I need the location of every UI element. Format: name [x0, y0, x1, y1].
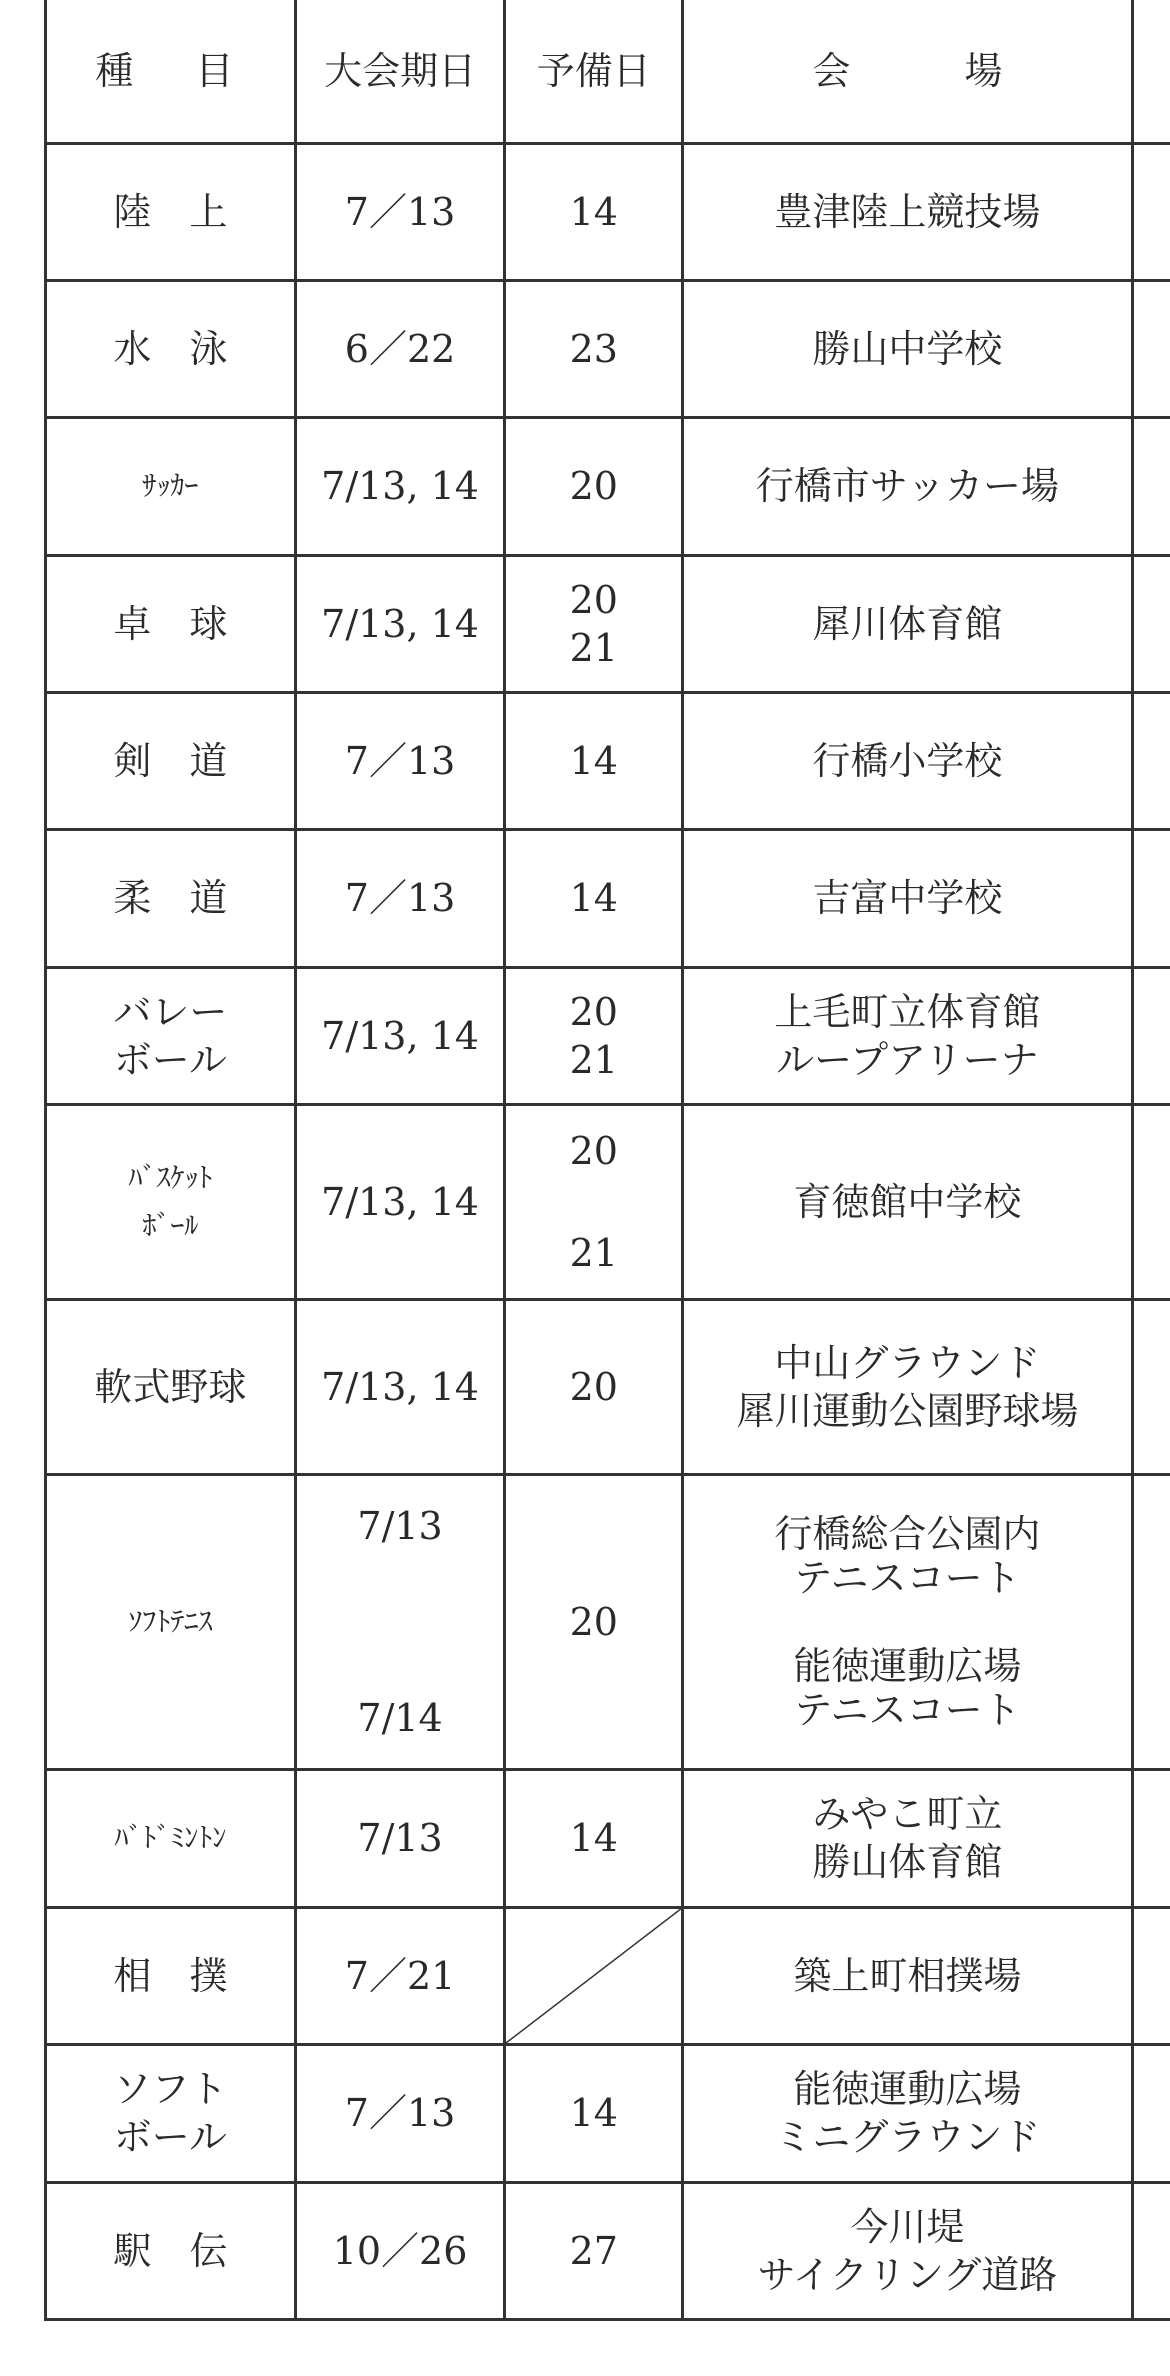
event-cell: 駅 伝 — [46, 2182, 296, 2319]
date-cell: 7／21 — [295, 1907, 505, 2044]
reserve-cell: 14 — [505, 2044, 683, 2182]
table-row — [46, 2044, 1170, 2182]
table-row — [46, 280, 1170, 417]
header-row — [46, 0, 1170, 143]
reserve-cell: 14 — [505, 692, 683, 829]
cutoff-cell — [1132, 1769, 1170, 1907]
cutoff-cell — [1132, 417, 1170, 555]
table-row — [46, 829, 1170, 967]
venue-cell: 中山グラウンド 犀川運動公園野球場 — [683, 1299, 1132, 1474]
venue-cell: 育徳館中学校 — [683, 1104, 1132, 1299]
date-cell: 7／13 — [295, 829, 505, 967]
date-cell: 7/13, 14 — [295, 1104, 505, 1299]
table-row — [46, 1907, 1170, 2044]
header-reserve: 予備日 — [505, 0, 683, 143]
event-cell: 軟式野球 — [46, 1299, 296, 1474]
reserve-cell: 20 — [505, 417, 683, 555]
schedule-table — [44, 0, 1170, 2321]
venue-cell: 行橋小学校 — [683, 692, 1132, 829]
cutoff-cell — [1132, 143, 1170, 280]
reserve-second: 21 — [569, 1230, 618, 1275]
venue-cell: 勝山中学校 — [683, 280, 1132, 417]
reserve-cell: 20 21 — [505, 967, 683, 1104]
reserve-cell — [505, 1104, 683, 1299]
cutoff-cell — [1132, 2182, 1170, 2319]
event-cell: 相 撲 — [46, 1907, 296, 2044]
event-cell: ソフト ボール — [46, 2044, 296, 2182]
cutoff-cell — [1132, 1299, 1170, 1474]
event-cell: バレー ボール — [46, 967, 296, 1104]
table-row — [46, 417, 1170, 555]
cutoff-cell — [1132, 692, 1170, 829]
table-row — [46, 143, 1170, 280]
cutoff-cell — [1132, 1104, 1170, 1299]
reserve-cell-none — [505, 1907, 683, 2044]
venue-cell: 吉富中学校 — [683, 829, 1132, 967]
event-cell: ｻｯｶｰ — [46, 417, 296, 555]
reserve-cell: 27 — [505, 2182, 683, 2319]
reserve-cell: 14 — [505, 829, 683, 967]
event-cell: 陸 上 — [46, 143, 296, 280]
table-row — [46, 1769, 1170, 1907]
cutoff-cell — [1132, 1474, 1170, 1769]
event-cell: ﾊﾞｽｹｯﾄ ﾎﾞｰﾙ — [46, 1104, 296, 1299]
reserve-first: 20 — [569, 1128, 618, 1173]
venue-cell: 犀川体育館 — [683, 555, 1132, 692]
table-row — [46, 555, 1170, 692]
date-cell: 7／13 — [295, 2044, 505, 2182]
venue-cell: 上毛町立体育館 ループアリーナ — [683, 967, 1132, 1104]
date-cell: 7/13 — [295, 1769, 505, 1907]
cutoff-cell — [1132, 555, 1170, 692]
venue-cell: 豊津陸上競技場 — [683, 143, 1132, 280]
cutoff-cell — [1132, 280, 1170, 417]
date-cell: 7／13 — [295, 143, 505, 280]
header-date: 大会期日 — [295, 0, 505, 143]
venue-cell: みやこ町立 勝山体育館 — [683, 1769, 1132, 1907]
reserve-cell: 23 — [505, 280, 683, 417]
date-cell: 6／22 — [295, 280, 505, 417]
date-cell: 10／26 — [295, 2182, 505, 2319]
cutoff-cell — [1132, 1907, 1170, 2044]
table-row — [46, 967, 1170, 1104]
table-row — [46, 692, 1170, 829]
date-second: 7/14 — [357, 1695, 443, 1740]
event-cell: ﾊﾞﾄﾞﾐﾝﾄﾝ — [46, 1769, 296, 1907]
date-cell: 7/13, 14 — [295, 967, 505, 1104]
header-event: 種 目 — [46, 0, 296, 143]
header-cutoff-cell — [1132, 0, 1170, 143]
event-cell: 剣 道 — [46, 692, 296, 829]
event-cell: 卓 球 — [46, 555, 296, 692]
table-row — [46, 1474, 1170, 1769]
venue-cell: 築上町相撲場 — [683, 1907, 1132, 2044]
event-cell: 柔 道 — [46, 829, 296, 967]
table-row — [46, 1104, 1170, 1299]
header-venue: 会 場 — [683, 0, 1132, 143]
date-cell: 7/13, 14 — [295, 417, 505, 555]
reserve-cell: 20 21 — [505, 555, 683, 692]
diagonal-slash — [506, 1909, 681, 2043]
venue-cell: 行橋総合公園内 テニスコート 能徳運動広場 テニスコート — [683, 1474, 1132, 1769]
date-first: 7/13 — [357, 1503, 443, 1548]
table-row — [46, 2182, 1170, 2319]
venue-cell: 行橋市サッカー場 — [683, 417, 1132, 555]
date-cell: 7/13, 14 — [295, 1299, 505, 1474]
date-cell: 7／13 — [295, 692, 505, 829]
cutoff-cell — [1132, 2044, 1170, 2182]
event-cell: 水 泳 — [46, 280, 296, 417]
venue-cell: 今川堤 サイクリング道路 — [683, 2182, 1132, 2319]
reserve-cell: 20 — [505, 1299, 683, 1474]
table-row — [46, 1299, 1170, 1474]
reserve-cell: 20 — [505, 1474, 683, 1769]
event-cell: ｿﾌﾄﾃﾆｽ — [46, 1474, 296, 1769]
venue-cell: 能徳運動広場 ミニグラウンド — [683, 2044, 1132, 2182]
cutoff-cell — [1132, 967, 1170, 1104]
cutoff-cell — [1132, 829, 1170, 967]
reserve-cell: 14 — [505, 1769, 683, 1907]
date-cell — [295, 1474, 505, 1769]
reserve-cell: 14 — [505, 143, 683, 280]
date-cell: 7/13, 14 — [295, 555, 505, 692]
